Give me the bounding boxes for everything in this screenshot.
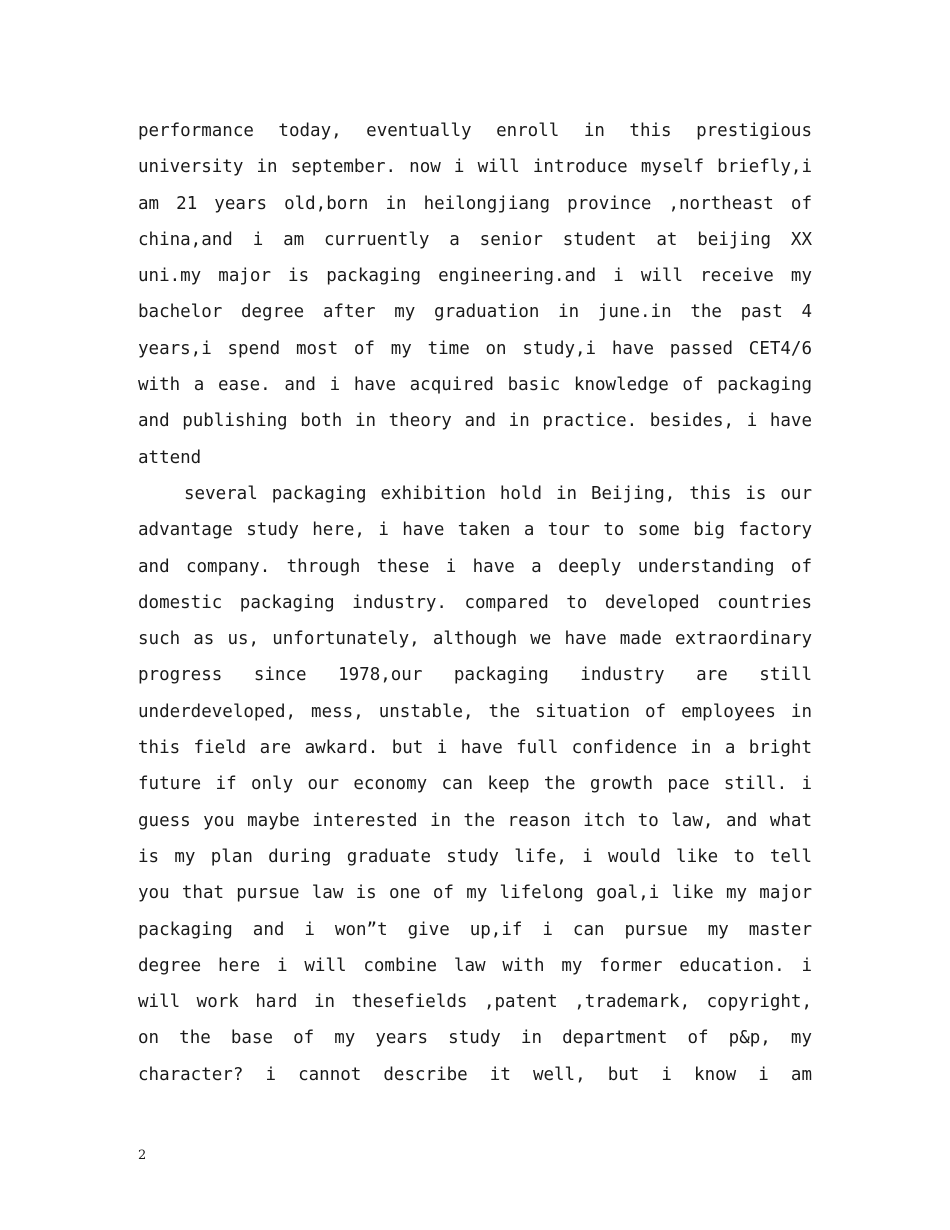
text-line: and publishing both in theory and in practice. besides, i have bbox=[138, 411, 812, 432]
text-line: with a ease. and i have acquired basic knowledge of packaging bbox=[138, 375, 812, 396]
page-number: 2 bbox=[138, 1148, 147, 1163]
text-line: such as us, unfortunately, although we have made extraordinary bbox=[138, 629, 812, 650]
text-line: underdeveloped, mess, unstable, the situation of employees in bbox=[138, 701, 812, 722]
text-line: am 21 years old,born in heilongjiang province ,northeast of bbox=[138, 193, 812, 214]
text-line: advantage study here, i have taken a tour to some big factory bbox=[138, 520, 812, 541]
text-line: domestic packaging industry. compared to developed countries bbox=[138, 592, 812, 613]
paragraph-2 bbox=[138, 476, 812, 1093]
text-line: degree here i will combine law with my former education. i bbox=[138, 955, 812, 976]
text-line: bachelor degree after my graduation in june.in the past 4 bbox=[138, 302, 812, 323]
text-line: character? i cannot describe it well, but i know i am bbox=[138, 1064, 812, 1085]
text-line: this field are awkard. but i have full confidence in a bright bbox=[138, 738, 812, 759]
text-line: guess you maybe interested in the reason itch to law, and what bbox=[138, 810, 812, 831]
text-line: attend bbox=[138, 447, 202, 468]
paragraph-1 bbox=[138, 113, 812, 476]
text-line: you that pursue law is one of my lifelong goal,i like my major bbox=[138, 883, 812, 904]
text-line: progress since 1978,our packaging industry are still bbox=[138, 665, 812, 686]
text-line: packaging and i won”t give up,if i can pursue my master bbox=[138, 919, 812, 940]
text-line: is my plan during graduate study life, i would like to tell bbox=[138, 846, 812, 867]
text-line: performance today, eventually enroll in this prestigious bbox=[138, 121, 812, 141]
text-line: several packaging exhibition hold in Beijing, this is our bbox=[184, 483, 812, 504]
text-line: university in september. now i will introduce myself briefly,i bbox=[138, 157, 812, 178]
text-line: uni.my major is packaging engineering.and i will receive my bbox=[138, 266, 812, 287]
text-line: future if only our economy can keep the growth pace still. i bbox=[138, 774, 812, 795]
text-line: china,and i am curruently a senior student at beijing XX bbox=[138, 229, 812, 250]
text-line: will work hard in thesefields ,patent ,trademark, copyright, bbox=[138, 992, 812, 1013]
body-text bbox=[138, 113, 812, 1093]
text-line: on the base of my years study in department of p&p, my bbox=[138, 1028, 812, 1049]
text-line: and company. through these i have a deeply understanding of bbox=[138, 556, 812, 577]
text-line: years,i spend most of my time on study,i have passed CET4/6 bbox=[138, 338, 812, 359]
